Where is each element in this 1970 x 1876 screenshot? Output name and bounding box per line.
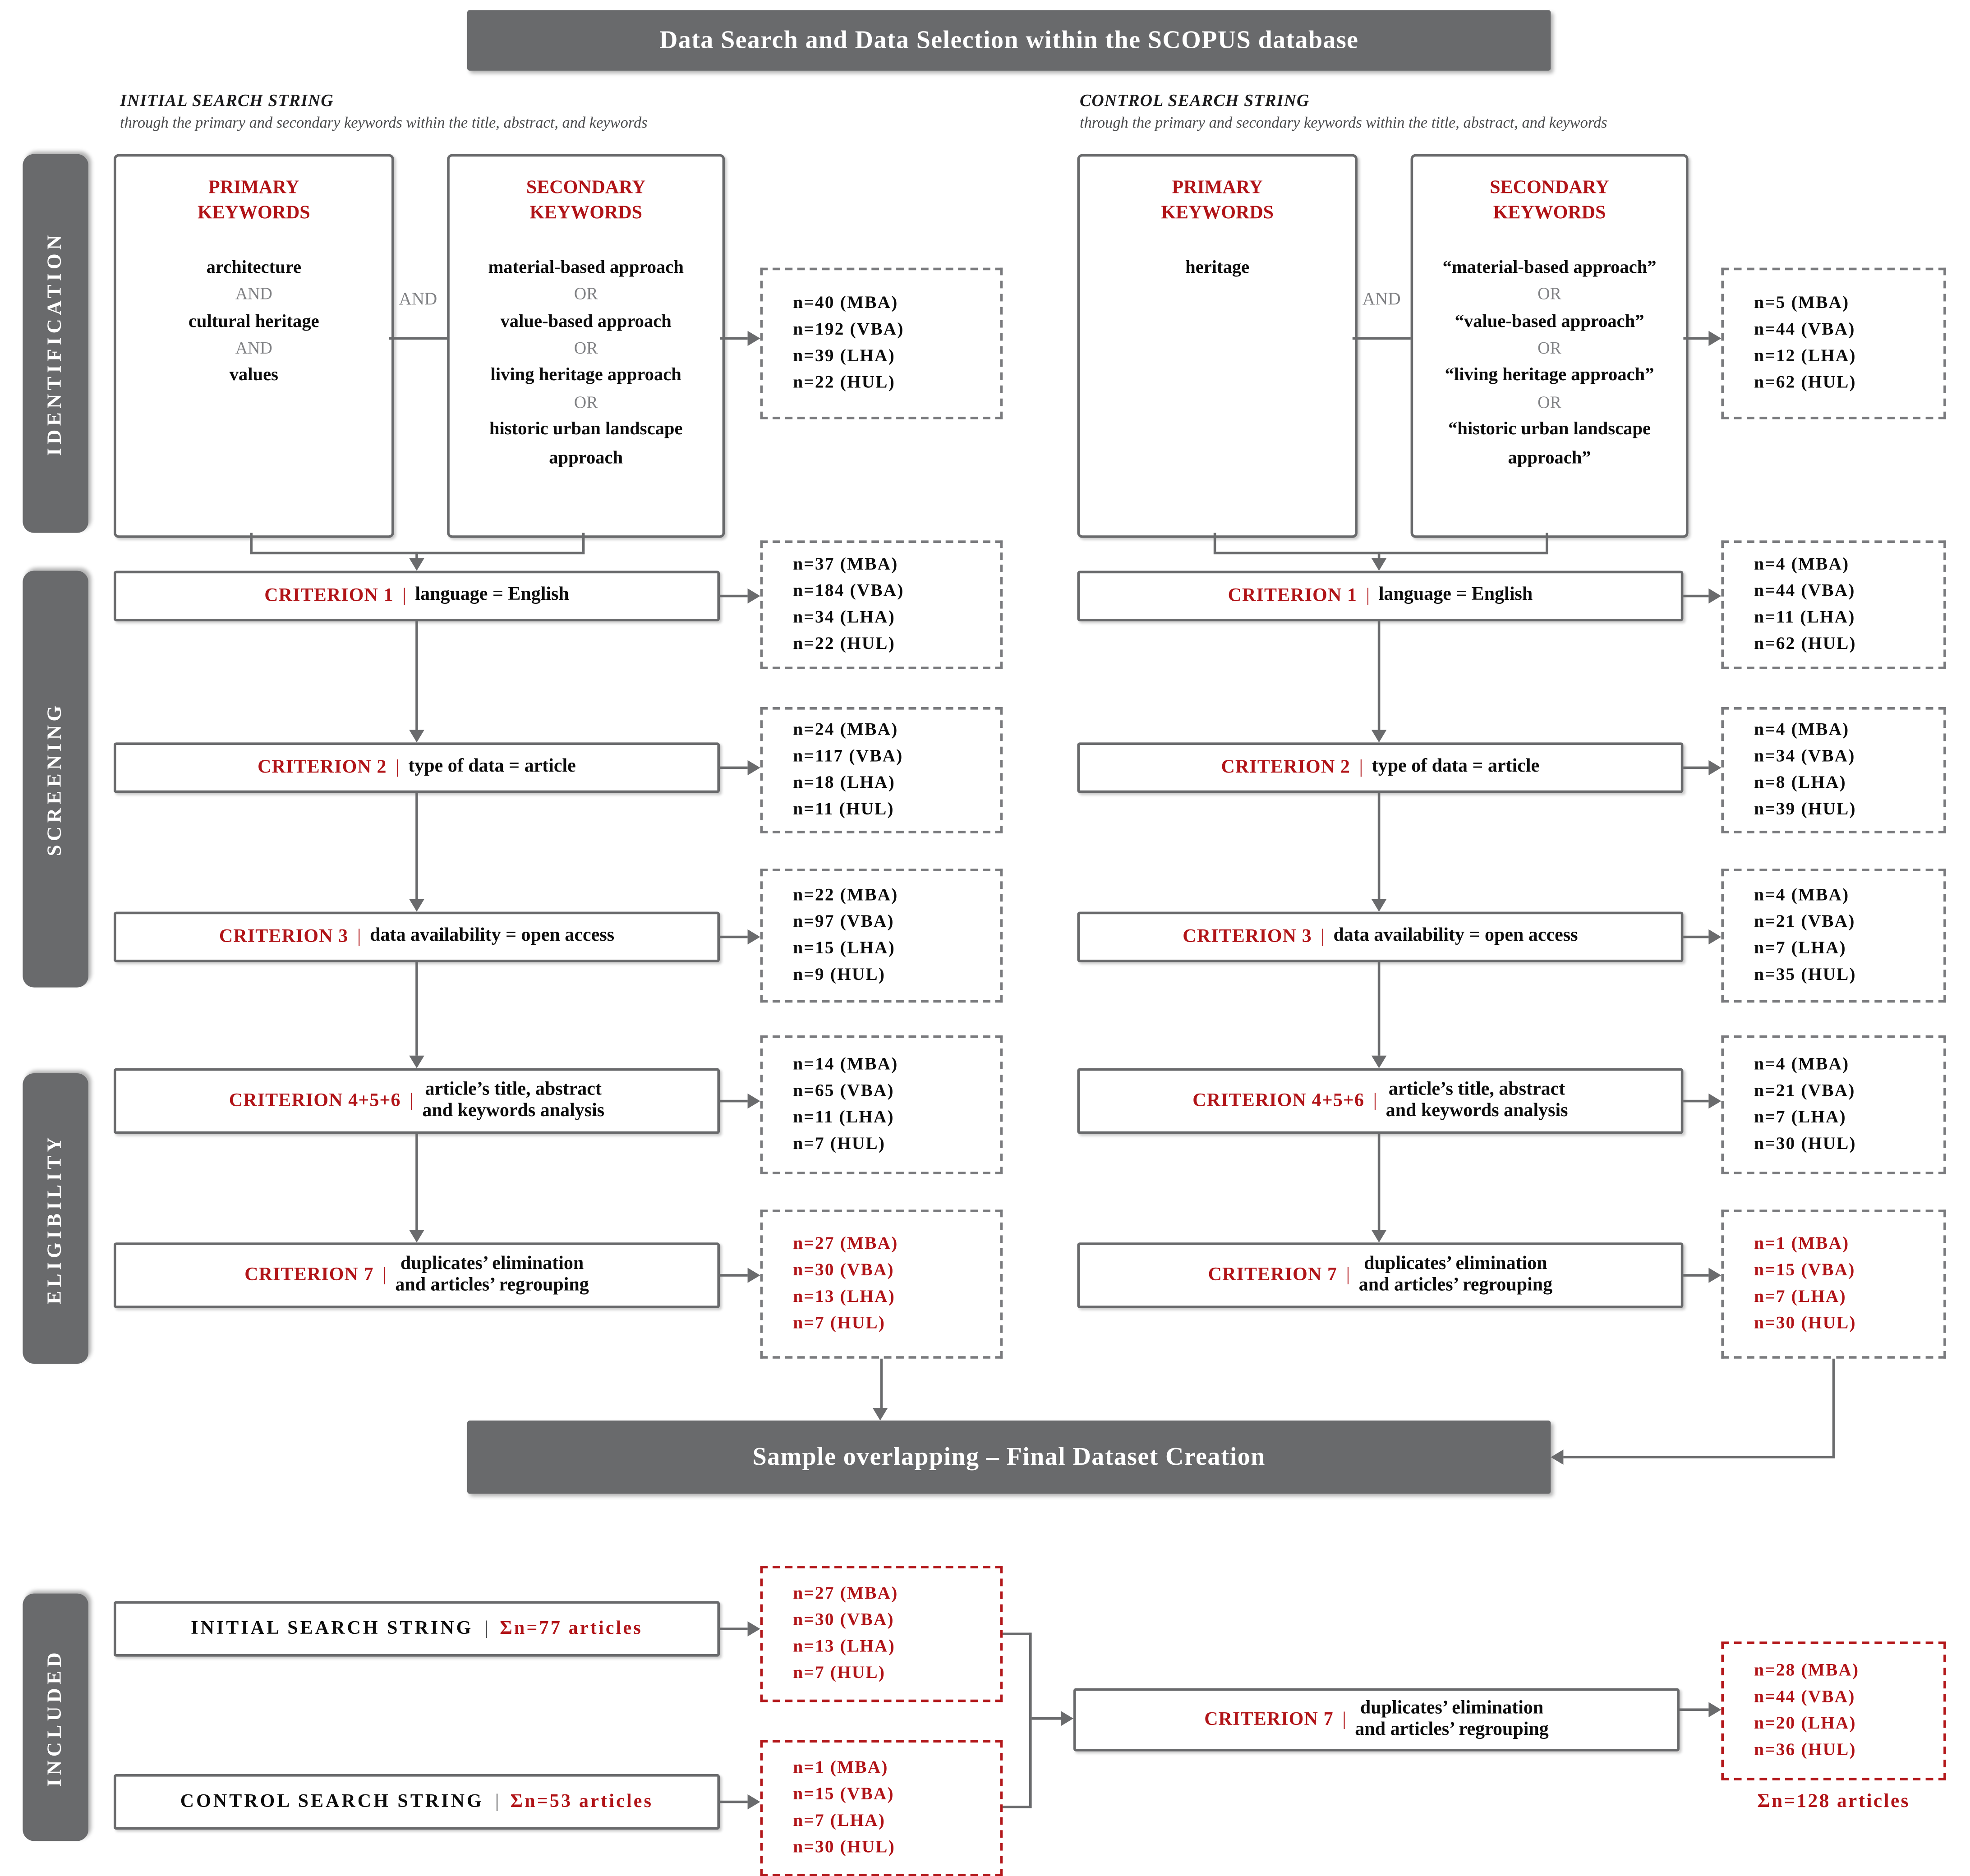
included-control-total: Σn=53 articles (510, 1791, 654, 1812)
connector-line (1563, 1456, 1833, 1458)
connector-line (1683, 767, 1708, 769)
keyword-operator: OR (1537, 338, 1561, 358)
arrowhead-icon (1372, 899, 1387, 912)
control-flow-subtitle: through the primary and secondary keywords within the title, abstract, and keywords (1080, 114, 1607, 132)
result-count-line: n=7 (HUL) (793, 1135, 886, 1154)
result-count-line: n=65 (VBA) (793, 1082, 894, 1101)
arrowhead-icon (409, 730, 424, 742)
criterion-desc-line: data availability = open access (370, 926, 615, 947)
connector-line (1378, 1134, 1381, 1230)
control-flow-title: CONTROL SEARCH STRING (1080, 91, 1310, 110)
result-count-line: n=44 (VBA) (1754, 582, 1855, 601)
final-dataset-total: Σn=128 articles (1757, 1790, 1910, 1812)
result-count-line: n=12 (LHA) (1754, 347, 1856, 366)
criterion-desc-line: type of data = article (408, 757, 576, 777)
result-count-line: n=13 (LHA) (793, 1288, 896, 1307)
result-count-line: n=184 (VBA) (793, 582, 904, 601)
connector-line (720, 1801, 748, 1803)
result-count-line: n=39 (LHA) (793, 347, 896, 366)
connector-line (1029, 1632, 1032, 1808)
result-count-line: n=11 (HUL) (793, 800, 894, 820)
connector-line (582, 533, 585, 552)
arrowhead-icon (748, 1268, 760, 1283)
included-control-row (114, 1774, 720, 1830)
initial-flow-subtitle: through the primary and secondary keywords within the title, abstract, and keywords (120, 114, 648, 132)
arrowhead-icon (748, 1094, 760, 1109)
criterion1-label: CRITERION 1 (1228, 585, 1358, 606)
criterion3-label: CRITERION 3 (219, 926, 349, 947)
arrowhead-icon (1708, 331, 1721, 346)
result-count-line: n=15 (VBA) (793, 1785, 894, 1805)
initial-criterion7-box (114, 1242, 720, 1308)
arrowhead-icon (1372, 558, 1387, 571)
criterion2-desc (1372, 757, 1540, 778)
keyword-term: “material-based approach” (1442, 257, 1657, 278)
result-count-line: n=1 (MBA) (1754, 1235, 1850, 1254)
criterion7-desc (1359, 1254, 1552, 1297)
control-secondary-keywords-list (1413, 254, 1686, 473)
criterion-separator: | (1321, 926, 1325, 947)
result-count-line: n=30 (VBA) (793, 1261, 894, 1281)
criterion-separator: | (410, 1090, 414, 1111)
result-count-line: n=11 (LHA) (793, 1108, 894, 1128)
criterion-desc-line: and articles’ regrouping (1355, 1720, 1549, 1740)
control-criterion456-results-box (1721, 1035, 1946, 1174)
connector-line (1683, 1100, 1708, 1103)
result-count-line: n=4 (MBA) (1754, 721, 1850, 740)
initial-identification-results-box (760, 268, 1003, 419)
connector-line (720, 767, 748, 769)
initial-and-connector-label: AND (399, 290, 437, 309)
result-count-line: n=44 (VBA) (1754, 321, 1855, 340)
criterion-desc-line: and keywords analysis (422, 1101, 605, 1122)
result-count-line: n=24 (MBA) (793, 721, 898, 740)
control-secondary-keywords-box (1411, 154, 1689, 538)
arrowhead-icon (873, 1408, 888, 1421)
criterion-separator: | (1342, 1709, 1346, 1729)
keyword-term: material-based approach (488, 257, 684, 278)
arrowhead-icon (409, 1230, 424, 1242)
connector-line (1680, 1708, 1708, 1711)
initial-criterion2-results-box (760, 707, 1003, 833)
initial-flow-title: INITIAL SEARCH STRING (120, 91, 334, 110)
result-count-line: n=62 (HUL) (1754, 373, 1856, 393)
control-criterion7-results-box (1721, 1209, 1946, 1358)
stage-screening: SCREENING (23, 571, 88, 988)
connector-line (1546, 533, 1548, 552)
connector-line (880, 1359, 883, 1408)
control-primary-keywords-box (1077, 154, 1358, 538)
initial-primary-keywords-title: PRIMARY KEYWORDS (197, 178, 310, 223)
connector-line (415, 621, 418, 730)
criterion1-label: CRITERION 1 (264, 585, 394, 606)
keyword-term: “living heritage approach” (1445, 365, 1654, 386)
result-count-line: n=7 (LHA) (1754, 1108, 1846, 1128)
included-control-label: CONTROL SEARCH STRING (180, 1791, 484, 1812)
criterion3-label: CRITERION 3 (1183, 926, 1312, 947)
connector-line (1378, 793, 1381, 899)
criterion7-label: CRITERION 7 (244, 1264, 374, 1285)
result-count-line: n=37 (MBA) (793, 556, 898, 575)
arrowhead-icon (409, 1056, 424, 1068)
arrowhead-icon (1372, 730, 1387, 742)
control-criterion3-results-box (1721, 869, 1946, 1002)
connector-line (1032, 1717, 1061, 1720)
included-separator: | (495, 1791, 499, 1812)
connector-line (720, 1628, 748, 1630)
stage-identification: IDENTIFICATION (23, 154, 88, 533)
result-count-line: n=4 (MBA) (1754, 886, 1850, 906)
criterion-desc-line: language = English (415, 585, 569, 606)
result-count-line: n=22 (HUL) (793, 635, 896, 654)
connector-line (1378, 621, 1381, 730)
keyword-term: “historic urban landscape approach” (1448, 419, 1651, 468)
result-count-line: n=18 (LHA) (793, 774, 896, 793)
arrowhead-icon (1708, 760, 1721, 776)
result-count-line: n=30 (HUL) (793, 1838, 896, 1858)
criterion456-desc (422, 1079, 604, 1123)
connector-line (1683, 595, 1708, 598)
criterion456-desc (1386, 1079, 1568, 1123)
connector-line (1683, 936, 1708, 938)
keyword-term: living heritage approach (490, 365, 681, 386)
criterion1-desc (415, 585, 569, 607)
criterion-desc-line: duplicates’ elimination (400, 1253, 584, 1274)
result-count-line: n=27 (MBA) (793, 1585, 898, 1604)
result-count-line: n=20 (LHA) (1754, 1715, 1856, 1734)
connector-line (720, 1100, 748, 1103)
result-count-line: n=7 (LHA) (793, 1812, 886, 1831)
initial-flow-header (120, 91, 941, 133)
initial-criterion456-box (114, 1068, 720, 1134)
result-count-line: n=15 (VBA) (1754, 1261, 1855, 1281)
result-count-line: n=1 (MBA) (793, 1759, 888, 1778)
criterion7-label: CRITERION 7 (1204, 1709, 1334, 1729)
stage-included: INCLUDED (23, 1594, 88, 1841)
control-criterion3-box (1077, 912, 1683, 962)
result-count-line: n=7 (HUL) (793, 1664, 886, 1683)
result-count-line: n=4 (MBA) (1754, 556, 1850, 575)
keyword-term: cultural heritage (188, 311, 319, 332)
initial-primary-keywords-list (116, 254, 391, 390)
arrowhead-icon (1708, 1094, 1721, 1109)
result-count-line: n=117 (VBA) (793, 747, 903, 767)
control-criterion2-box (1077, 742, 1683, 793)
keyword-operator: OR (574, 285, 598, 304)
criterion456-label: CRITERION 4+5+6 (229, 1090, 401, 1111)
arrowhead-icon (1708, 929, 1721, 945)
keyword-term: architecture (206, 257, 302, 278)
included-separator: | (484, 1618, 489, 1638)
connector-line (1214, 533, 1216, 552)
result-count-line: n=192 (VBA) (793, 321, 904, 340)
criterion2-label: CRITERION 2 (258, 757, 387, 777)
result-count-line: n=21 (VBA) (1754, 913, 1855, 932)
stage-eligibility: ELIGIBILITY (23, 1073, 88, 1364)
criterion-separator: | (357, 926, 361, 947)
connector-line (1683, 1274, 1708, 1277)
control-identification-results-box (1721, 268, 1946, 419)
keyword-operator: OR (574, 338, 598, 358)
initial-criterion3-results-box (760, 869, 1003, 1002)
connector-line (1003, 1632, 1031, 1635)
criterion456-label: CRITERION 4+5+6 (1192, 1090, 1365, 1111)
result-count-line: n=4 (MBA) (1754, 1055, 1850, 1075)
criterion-separator: | (396, 757, 400, 777)
control-primary-keywords-list (1080, 254, 1355, 282)
criterion3-desc (1333, 926, 1578, 947)
keyword-operator: OR (1537, 285, 1561, 304)
criterion-separator: | (382, 1264, 387, 1285)
result-count-line: n=97 (VBA) (793, 913, 894, 932)
result-count-line: n=5 (MBA) (1754, 294, 1850, 313)
criterion-desc-line: data availability = open access (1333, 926, 1578, 947)
connector-line (1683, 337, 1708, 340)
result-count-line: n=21 (VBA) (1754, 1082, 1855, 1101)
result-count-line: n=34 (LHA) (793, 608, 896, 628)
initial-criterion2-box (114, 742, 720, 793)
control-secondary-keywords-title: SECONDARY KEYWORDS (1490, 178, 1609, 223)
connector-line (1003, 1806, 1031, 1808)
title-bar: Data Search and Data Selection within the SCOPUS database (467, 10, 1551, 70)
result-count-line: n=14 (MBA) (793, 1055, 898, 1075)
criterion-desc-line: type of data = article (1372, 757, 1540, 777)
included-initial-total: Σn=77 articles (500, 1618, 643, 1638)
control-criterion1-results-box (1721, 540, 1946, 669)
connector-line (415, 962, 418, 1056)
result-count-line: n=7 (LHA) (1754, 1288, 1846, 1307)
criterion-desc-line: article’s title, abstract (425, 1079, 602, 1100)
initial-criterion1-box (114, 571, 720, 621)
control-criterion2-results-box (1721, 707, 1946, 833)
arrowhead-icon (1708, 1268, 1721, 1283)
initial-secondary-keywords-title: SECONDARY KEYWORDS (526, 178, 646, 223)
initial-secondary-keywords-list (450, 254, 723, 473)
result-count-line: n=44 (VBA) (1754, 1688, 1855, 1707)
initial-secondary-keywords-box (447, 154, 725, 538)
keyword-term: value-based approach (500, 311, 672, 332)
arrowhead-icon (1372, 1230, 1387, 1242)
result-count-line: n=9 (HUL) (793, 966, 886, 985)
criterion7-desc (1355, 1698, 1548, 1742)
connector-line (1353, 337, 1411, 340)
result-count-line: n=36 (HUL) (1754, 1741, 1856, 1761)
keyword-operator: AND (235, 338, 272, 358)
included-initial-row (114, 1601, 720, 1656)
result-count-line: n=27 (MBA) (793, 1235, 898, 1254)
criterion2-desc (408, 757, 576, 778)
arrowhead-icon (1708, 589, 1721, 604)
included-criterion7-box (1073, 1688, 1680, 1752)
keyword-term: values (229, 365, 278, 386)
result-count-line: n=22 (MBA) (793, 886, 898, 906)
control-criterion7-box (1077, 1242, 1683, 1308)
keyword-term: heritage (1185, 257, 1250, 278)
control-primary-keywords-title: PRIMARY KEYWORDS (1161, 178, 1274, 223)
criterion7-label: CRITERION 7 (1208, 1264, 1338, 1285)
result-count-line: n=30 (VBA) (793, 1611, 894, 1630)
connector-line (415, 793, 418, 899)
keyword-operator: AND (235, 285, 272, 304)
keyword-term: “value-based approach” (1454, 311, 1644, 332)
criterion-desc-line: and articles’ regrouping (395, 1275, 589, 1296)
arrowhead-icon (748, 331, 760, 346)
arrowhead-icon (409, 899, 424, 912)
criterion7-desc (395, 1254, 589, 1297)
control-criterion1-box (1077, 571, 1683, 621)
arrowhead-icon (1551, 1449, 1563, 1465)
criterion-separator: | (402, 585, 406, 606)
connector-line (250, 533, 253, 552)
result-count-line: n=8 (LHA) (1754, 774, 1846, 793)
connector-line (415, 1134, 418, 1230)
initial-criterion3-box (114, 912, 720, 962)
initial-criterion456-results-box (760, 1035, 1003, 1174)
criterion-desc-line: and keywords analysis (1385, 1101, 1568, 1122)
criterion1-desc (1379, 585, 1533, 607)
criterion-separator: | (1346, 1264, 1350, 1285)
result-count-line: n=34 (VBA) (1754, 747, 1855, 767)
connector-line (389, 337, 447, 340)
keyword-operator: OR (574, 392, 598, 412)
control-flow-header (1080, 91, 1901, 133)
connector-line (1214, 552, 1548, 555)
criterion-desc-line: article’s title, abstract (1388, 1079, 1565, 1100)
criterion-desc-line: duplicates’ elimination (1364, 1253, 1547, 1274)
result-count-line: n=39 (HUL) (1754, 800, 1856, 820)
criterion-desc-line: and articles’ regrouping (1358, 1275, 1553, 1296)
result-count-line: n=7 (HUL) (793, 1314, 886, 1333)
keyword-term: historic urban landscape approach (489, 419, 683, 468)
connector-line (1378, 552, 1381, 558)
result-count-line: n=15 (LHA) (793, 939, 896, 959)
connector-line (1832, 1359, 1835, 1458)
connector-line (720, 337, 748, 340)
keyword-operator: OR (1537, 392, 1561, 412)
connector-line (720, 595, 748, 598)
arrowhead-icon (409, 558, 424, 571)
connector-line (720, 1274, 748, 1277)
sample-overlapping-bar: Sample overlapping – Final Dataset Creation (467, 1421, 1551, 1494)
result-count-line: n=11 (LHA) (1754, 608, 1855, 628)
criterion-desc-line: language = English (1378, 585, 1533, 606)
result-count-line: n=22 (HUL) (793, 373, 896, 393)
criterion-desc-line: duplicates’ elimination (1360, 1698, 1544, 1719)
result-count-line: n=35 (HUL) (1754, 966, 1856, 985)
final-dataset-results-box (1721, 1642, 1946, 1780)
initial-primary-keywords-box (114, 154, 394, 538)
result-count-line: n=30 (HUL) (1754, 1314, 1856, 1333)
included-control-results-box (760, 1740, 1003, 1876)
result-count-line: n=13 (LHA) (793, 1637, 896, 1657)
result-count-line: n=62 (HUL) (1754, 635, 1856, 654)
result-count-line: n=40 (MBA) (793, 294, 898, 313)
connector-line (720, 936, 748, 938)
included-initial-results-box (760, 1566, 1003, 1702)
control-and-connector-label: AND (1362, 290, 1401, 309)
criterion2-label: CRITERION 2 (1221, 757, 1351, 777)
arrowhead-icon (748, 1621, 760, 1637)
criterion3-desc (370, 926, 614, 947)
criterion-separator: | (1373, 1090, 1377, 1111)
initial-criterion1-results-box (760, 540, 1003, 669)
connector-line (415, 552, 418, 558)
connector-line (1378, 962, 1381, 1056)
arrowhead-icon (1061, 1711, 1073, 1726)
criterion-separator: | (1366, 585, 1370, 606)
result-count-line: n=7 (LHA) (1754, 939, 1846, 959)
arrowhead-icon (748, 1794, 760, 1810)
arrowhead-icon (1708, 1702, 1721, 1717)
arrowhead-icon (748, 760, 760, 776)
arrowhead-icon (748, 589, 760, 604)
arrowhead-icon (748, 929, 760, 945)
included-initial-label: INITIAL SEARCH STRING (191, 1618, 474, 1638)
criterion-separator: | (1359, 757, 1363, 777)
initial-criterion7-results-box (760, 1209, 1003, 1358)
control-criterion456-box (1077, 1068, 1683, 1134)
result-count-line: n=30 (HUL) (1754, 1135, 1856, 1154)
arrowhead-icon (1372, 1056, 1387, 1068)
result-count-line: n=28 (MBA) (1754, 1661, 1860, 1681)
